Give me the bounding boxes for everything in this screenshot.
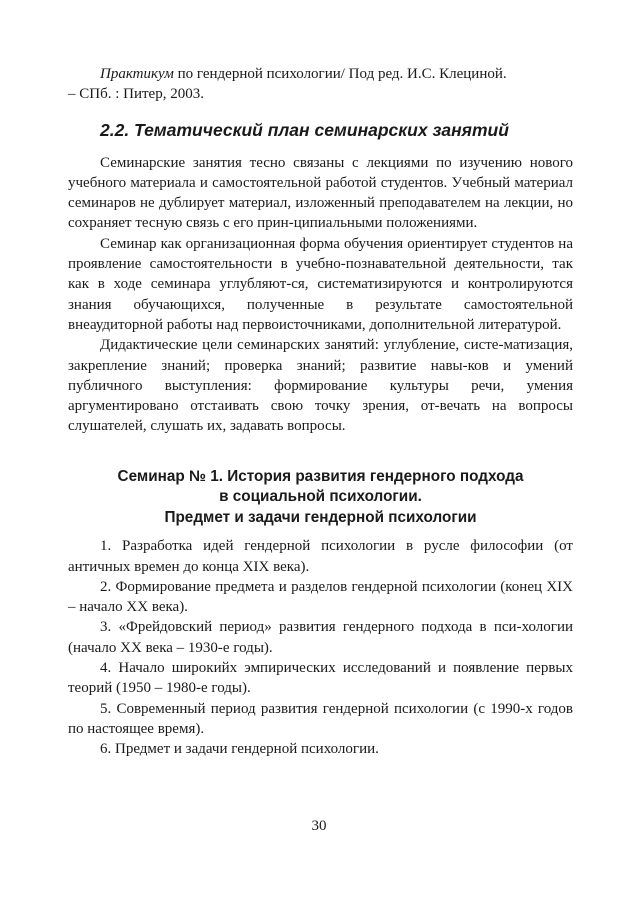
seminar-topics-list — [68, 536, 573, 759]
page-content — [68, 64, 573, 760]
seminar-title — [68, 467, 573, 529]
seminar-topic: 2. Формирование предмета и разделов гендерной психологии (конец XIX – начало XX века). — [68, 578, 573, 616]
section-paragraph-3: Дидактические цели семинарских занятий: углубление, систе-матизация, закрепление знаний; проверка знаний; развитие навы-ков и умений публичного выступления: формирование культуры речи, умения аргументировано отстаивать свою точку зрения, от-вечать на вопросы слушателей, слушать их, задавать вопросы. — [68, 337, 573, 435]
section-paragraph-2: Семинар как организационная форма обучения ориентирует студентов на проявление самостоятельности в учебно-познавательной деятельности, так как в ходе семинара углубляют-ся, систематизируются и контролируются знания обучающихся, полученные в результате самостоятельной внеаудиторной работы над первоисточниками, дополнительной литературой. — [68, 235, 573, 333]
seminar-topic: 1. Разработка идей гендерной психологии в русле философии (от античных времен до конца XIX века). — [68, 538, 573, 575]
seminar-topic: 4. Начало широкийх эмпирических исследований и появление первых теорий (1950 – 1980-е годы). — [68, 660, 573, 697]
reference-details: по гендерной психологии/ Под ред. И.С. Клециной. — [173, 66, 507, 82]
seminar-title-line-3: Предмет и задачи гендерной психологии — [164, 508, 477, 526]
seminar-topic: 3. «Фрейдовский период» развития гендерного подхода в пси-хологии (начало XX века – 1930-е годы). — [68, 619, 573, 656]
reference-line-2: – СПб. : Питер, 2003. — [68, 86, 204, 103]
reference-title: Практикум — [100, 66, 174, 82]
seminar-title-line-1: Семинар № 1. История развития гендерного подхода — [117, 467, 524, 485]
seminar-title-line-2: в социальной психологии. — [219, 488, 422, 506]
section-title: 2.2. Тематический план семинарских занятий — [100, 119, 509, 140]
seminar-topic: 6. Предмет и задачи гендерной психологии. — [100, 741, 379, 758]
page-number: 30 — [311, 818, 327, 834]
section-paragraph-1: Семинарские занятия тесно связаны с лекциями по изучению нового учебного материала и самостоятельной работой студентов. Учебный материал семинаров не дублирует материал, изложенный преподавателем на лекции, но сохраняет тесную связь с его прин-ципиальными положениями. — [68, 154, 573, 232]
seminar-topic: 5. Современный период развития гендерной психологии (с 1990-х годов по настоящее время). — [68, 700, 573, 737]
reference-line-1 — [68, 64, 573, 84]
